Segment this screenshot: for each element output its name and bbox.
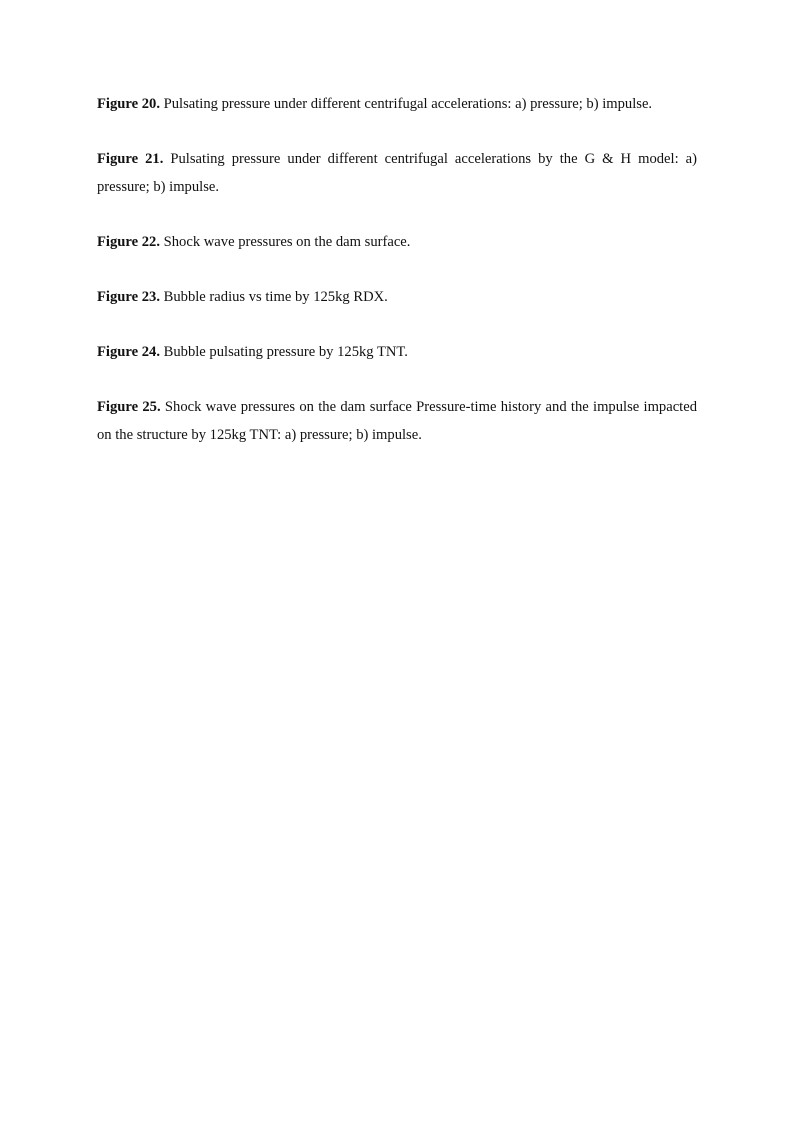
figure-22-text: Shock wave pressures on the dam surface. xyxy=(163,234,411,250)
figure-21-text: Pulsating pressure under different centrifugal accelerations by the G & H model: a) pressure; b) impulse. xyxy=(97,151,697,195)
figure-21-label: Figure 21. xyxy=(97,151,164,167)
figure-22-caption xyxy=(97,228,697,256)
figure-23-caption xyxy=(97,283,697,311)
figure-24-text: Bubble pulsating pressure by 125kg TNT. xyxy=(163,344,408,360)
figure-caption-list xyxy=(97,90,697,476)
figure-23-text: Bubble radius vs time by 125kg RDX. xyxy=(163,289,388,305)
figure-20-label: Figure 20. xyxy=(97,96,160,112)
figure-25-caption xyxy=(97,393,697,449)
figure-20-text: Pulsating pressure under different centrifugal accelerations: a) pressure; b) impulse. xyxy=(163,96,653,112)
figure-25-text: Shock wave pressures on the dam surface Pressure-time history and the impulse impacted on the structure by 125kg TNT: a) pressure; b) impulse. xyxy=(97,399,698,443)
figure-22-label: Figure 22. xyxy=(97,234,160,250)
figure-25-label: Figure 25. xyxy=(97,399,161,415)
figure-20-caption xyxy=(97,90,697,118)
figure-24-caption xyxy=(97,338,697,366)
figure-21-caption xyxy=(97,145,697,201)
figure-24-label: Figure 24. xyxy=(97,344,160,360)
figure-23-label: Figure 23. xyxy=(97,289,160,305)
